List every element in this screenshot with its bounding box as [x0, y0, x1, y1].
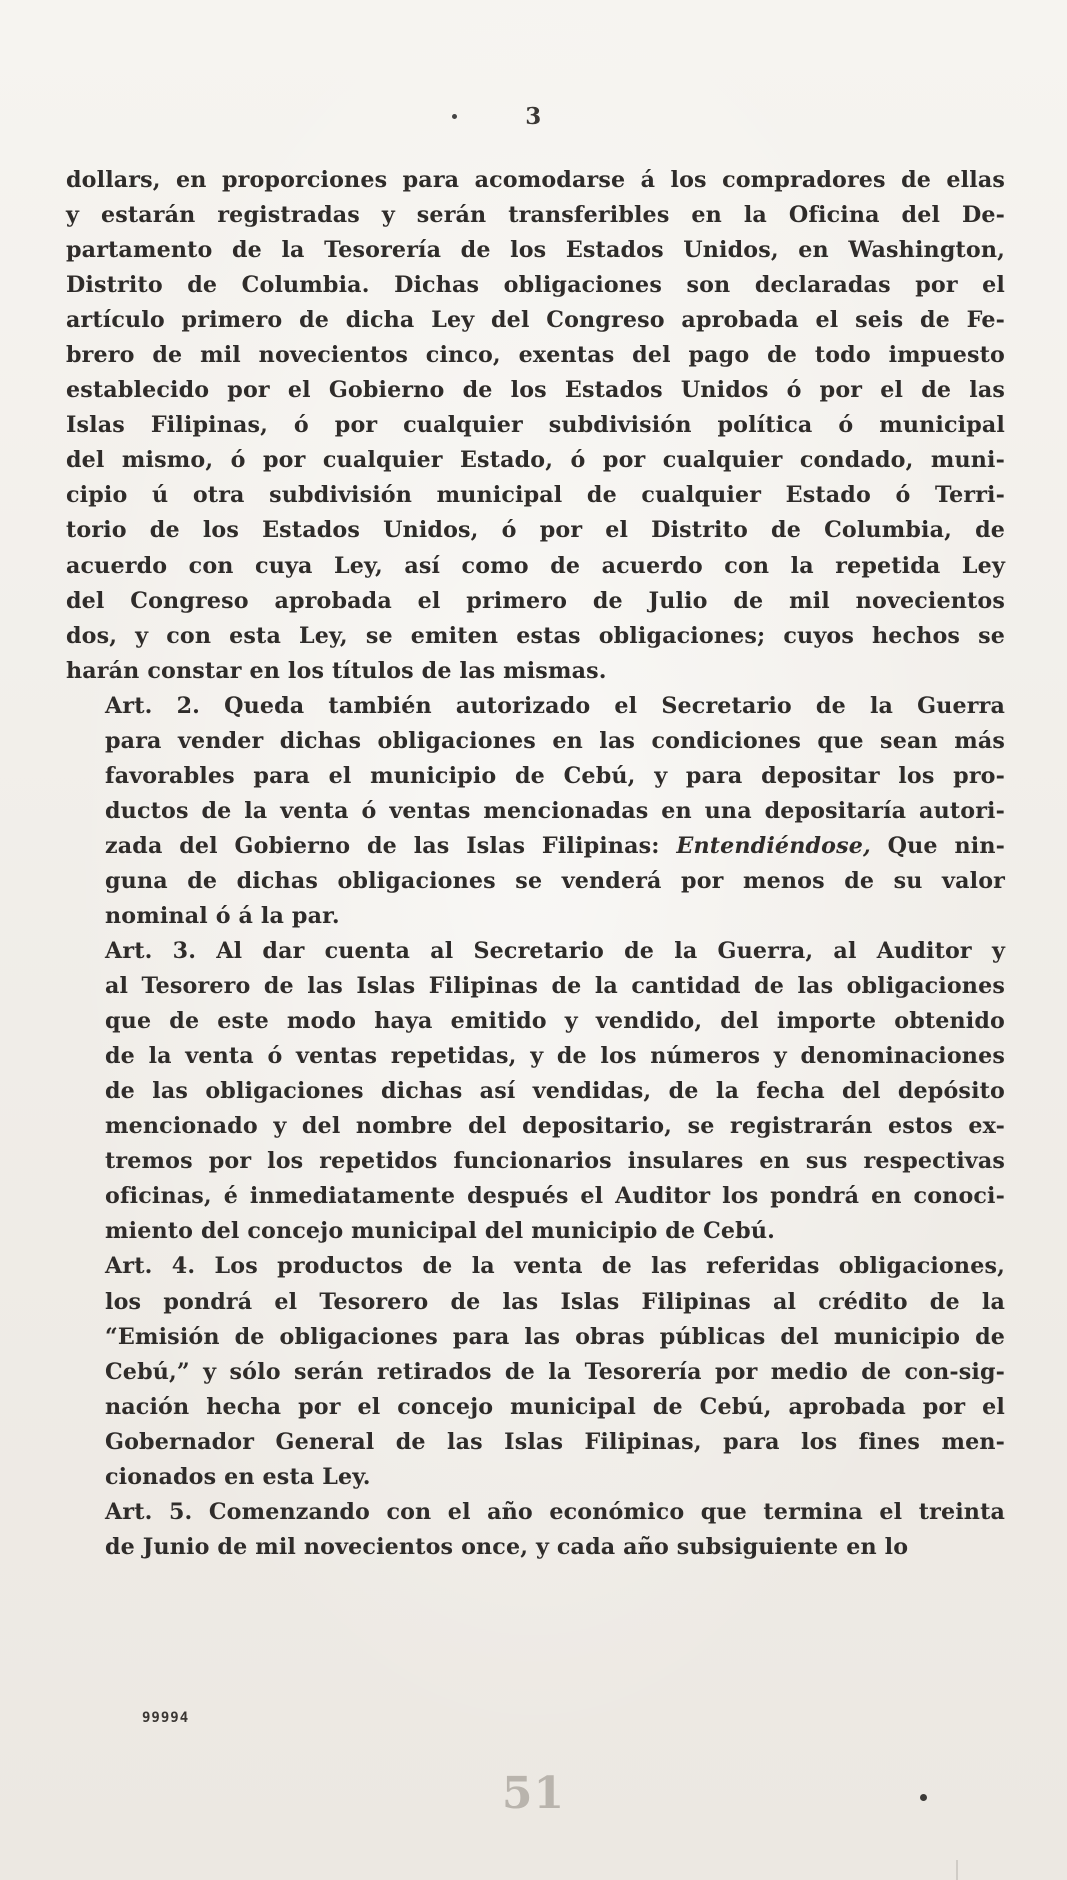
text-line: de la venta ó ventas repetidas, y de los números y denominaciones [105, 1043, 1005, 1070]
text-line: los pondrá el Tesorero de las Islas Filipinas al crédito de la [105, 1288, 1005, 1315]
text-line: dollars, en proporciones para acomodarse á los compradores de ellas [66, 167, 1005, 193]
text-line: cipio ú otra subdivisión municipal de cualquier Estado ó Terri- [66, 482, 1005, 509]
text-line: Art. 4. Los productos de la venta de las referidas obligaciones, [105, 1253, 1005, 1280]
text-line: Distrito de Columbia. Dichas obligaciones son declaradas por el [66, 272, 1005, 299]
text-line: mencionado y del nombre del depositario, se registrarán estos ex- [105, 1113, 1005, 1140]
page-number: 3 [525, 103, 542, 130]
text-line: Cebú,” y sólo serán retirados de la Tesorería por medio de con-sig- [105, 1358, 1005, 1385]
text-line: ductos de la venta ó ventas mencionadas en una depositaría autori- [105, 797, 1005, 824]
text-line: favorables para el municipio de Cebú, y para depositar los pro- [105, 762, 1005, 789]
text-line: Islas Filipinas, ó por cualquier subdivisión política ó municipal [66, 412, 1005, 439]
text-line: Art. 3. Al dar cuenta al Secretario de la Guerra, al Auditor y [105, 938, 1005, 965]
text-line: Art. 2. Queda también autorizado el Secretario de la Guerra [105, 692, 1005, 719]
text-line: partamento de la Tesorería de los Estados Unidos, en Washington, [66, 237, 1005, 264]
body-text [66, 163, 1005, 1565]
paragraph [66, 1495, 1005, 1565]
text-line: al Tesorero de las Islas Filipinas de la cantidad de las obligaciones [105, 973, 1005, 1000]
text-line: zada del Gobierno de las Islas Filipinas: Entendiéndose, Que nin- [105, 832, 1005, 859]
text-line: Art. 5. Comenzando con el año económico que termina el treinta [105, 1498, 1005, 1525]
text-line: tremos por los repetidos funcionarios insulares en sus respectivas [105, 1148, 1005, 1175]
printer-signature-mark: 99994 [142, 1710, 190, 1726]
corner-dot-mark [920, 1794, 927, 1801]
text-line: nación hecha por el concejo municipal de Cebú, aprobada por el [105, 1393, 1005, 1420]
text-line: para vender dichas obligaciones en las condiciones que sean más [105, 727, 1005, 754]
text-line: cionados en esta Ley. [105, 1463, 371, 1490]
text-line: Gobernador General de las Islas Filipinas, para los fines men- [105, 1428, 1005, 1455]
text-line: del mismo, ó por cualquier Estado, ó por cualquier condado, muni- [66, 447, 1005, 474]
text-line: de las obligaciones dichas así vendidas, de la fecha del depósito [105, 1078, 1005, 1105]
text-line: torio de los Estados Unidos, ó por el Distrito de Columbia, de [66, 517, 1005, 544]
text-line: “Emisión de obligaciones para las obras públicas del municipio de [105, 1323, 1005, 1350]
page-edge-mark [956, 1860, 958, 1880]
paragraph [66, 689, 1005, 934]
emphasized-term: Entendiéndose, [676, 832, 871, 859]
text-line: artículo primero de dicha Ley del Congreso aprobada el seis de Fe- [66, 307, 1005, 334]
text-line: que de este modo haya emitido y vendido, del importe obtenido [105, 1008, 1005, 1035]
text-line: establecido por el Gobierno de los Estados Unidos ó por el de las [66, 377, 1005, 404]
text-line: miento del concejo municipal del municipio de Cebú. [105, 1218, 775, 1245]
text-line: guna de dichas obligaciones se venderá por menos de su valor [105, 867, 1005, 894]
paragraph [66, 163, 1005, 689]
text-line: oficinas, é inmediatamente después el Auditor los pondrá en conoci- [105, 1183, 1005, 1210]
text-line: del Congreso aprobada el primero de Julio de mil novecientos [66, 587, 1005, 614]
text-line: harán constar en los títulos de las mismas. [66, 657, 607, 684]
paragraph [66, 934, 1005, 1249]
text-line: y estarán registradas y serán transferibles en la Oficina del De- [66, 202, 1005, 229]
archive-stamp-number: 51 [501, 1768, 566, 1819]
text-line: brero de mil novecientos cinco, exentas del pago de todo impuesto [66, 342, 1005, 369]
text-line: de Junio de mil novecientos once, y cada año subsiguiente en lo [105, 1533, 909, 1560]
paragraph [66, 1249, 1005, 1494]
text-line: acuerdo con cuya Ley, así como de acuerdo con la repetida Ley [66, 552, 1005, 579]
text-line: dos, y con esta Ley, se emiten estas obligaciones; cuyos hechos se [66, 622, 1005, 649]
text-line: nominal ó á la par. [105, 902, 340, 929]
